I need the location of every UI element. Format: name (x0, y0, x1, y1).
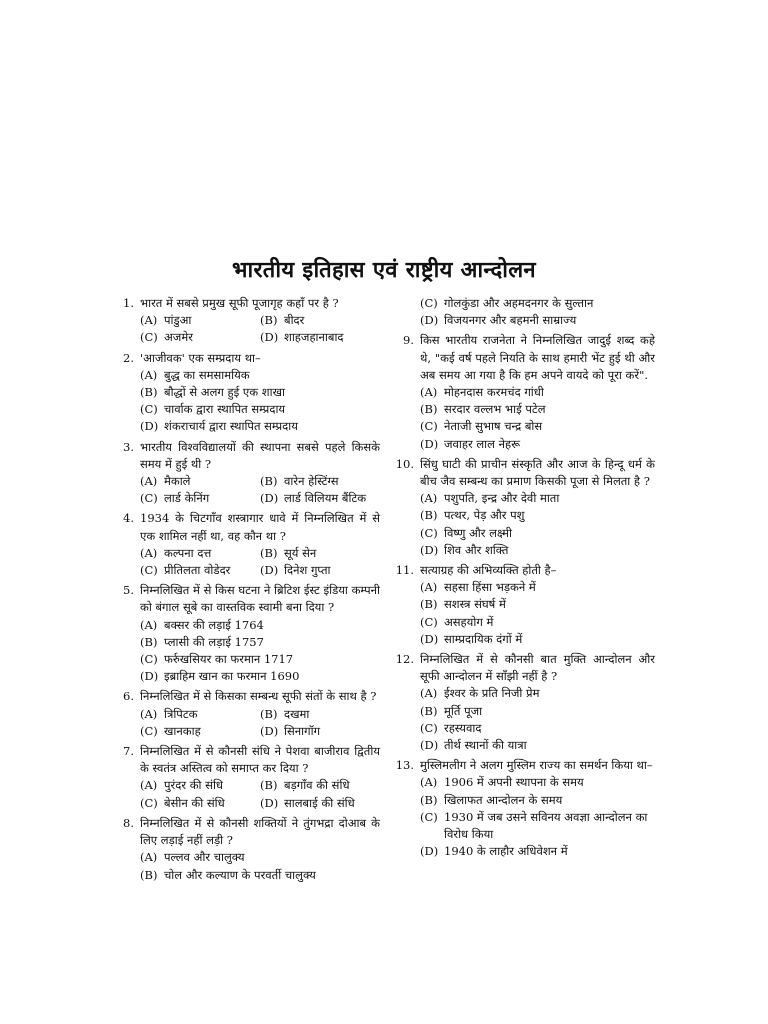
question-stem (112, 743, 380, 777)
option-letter: (B) (420, 402, 438, 417)
option-text: गोलकुंडा और अहमदनगर के सुल्तान (444, 296, 594, 310)
option-text: दिनेश गुप्ता (284, 563, 331, 578)
option-letter: (A) (140, 367, 158, 382)
question-1 (112, 295, 380, 347)
option-letter: (C) (140, 402, 158, 417)
question-text: निम्नलिखित में से किसका सम्बन्ध सूफी संतों के साथ है ? (140, 689, 377, 704)
option-text: नेताजी सुभाष चन्द्र बोस (444, 419, 543, 434)
answer-option (420, 685, 655, 702)
answer-option (140, 384, 380, 401)
options-row (140, 795, 380, 812)
question-10 (392, 456, 655, 559)
answer-option (140, 562, 260, 579)
answer-option (140, 634, 380, 651)
question-number: 12. (395, 652, 414, 667)
option-letter: (B) (420, 508, 438, 523)
question-5 (112, 582, 380, 685)
option-letter: (C) (420, 720, 438, 735)
option-text: सरदार वल्लभ भाई पटेल (444, 402, 546, 417)
option-letter: (A) (140, 474, 158, 489)
options-list (392, 774, 655, 860)
answer-option (140, 329, 260, 346)
option-text: तीर्थ स्थानों की यात्रा (444, 738, 527, 753)
option-text: 1930 में जब उसने सविनय अवज्ञा आन्दोलन का विरोध किया (444, 809, 648, 842)
answer-option (260, 706, 380, 723)
right-column (392, 295, 655, 864)
question-text: भारत में सबसे प्रमुख सूफी पूजागृह कहाँ पर है ? (140, 296, 339, 310)
option-letter: (C) (420, 419, 438, 434)
question-text: निम्नलिखित में से कौनसी बात मुक्ति आन्दोलन और सूफी आन्दोलन में साँझी नहीं है ? (420, 652, 655, 684)
question-number: 6. (123, 689, 134, 704)
question-stem (392, 332, 655, 384)
options-list (112, 706, 380, 740)
question-12 (392, 651, 655, 754)
option-letter: (D) (260, 795, 279, 810)
question-number: 8. (123, 815, 134, 830)
answer-option (420, 490, 655, 507)
answer-option (260, 795, 380, 812)
options-list (392, 685, 655, 754)
question-number: 13. (395, 758, 414, 773)
option-letter: (B) (260, 778, 278, 793)
option-letter: (A) (420, 385, 438, 400)
option-text: सहसा हिंसा भड़कने में (444, 580, 536, 595)
option-letter: (B) (140, 867, 158, 882)
option-text: दखमा (284, 706, 310, 721)
option-text: पांडुआ (164, 313, 192, 328)
option-text: लार्ड केनिंग (164, 491, 210, 506)
answer-option (140, 777, 260, 794)
answer-option (140, 473, 260, 490)
option-text: साम्प्रदायिक दंगों में (444, 631, 523, 646)
question-text: सत्याग्रह की अभिव्यक्ति होती है– (420, 563, 557, 578)
answer-option (140, 490, 260, 507)
option-letter: (D) (420, 542, 439, 557)
question-8 (112, 815, 380, 884)
option-text: मोहनदास करमचंद गांधी (444, 385, 544, 400)
question-number: 3. (123, 439, 134, 454)
answer-option (420, 809, 655, 843)
question-number: 11. (395, 563, 414, 578)
question-number: 9. (403, 333, 414, 348)
question-7 (112, 743, 380, 812)
option-letter: (B) (260, 313, 278, 328)
options-list (112, 849, 380, 883)
answer-option (420, 542, 655, 559)
answer-option (140, 617, 380, 634)
answer-option (420, 614, 655, 631)
question-text: भारतीय विश्वविद्यालयों की स्थापना सबसे पहले किसके समय में हुई थी ? (140, 439, 380, 471)
options-list (392, 490, 655, 559)
question-stem (392, 456, 655, 490)
question-number: 4. (123, 511, 134, 526)
answer-option (420, 703, 655, 720)
answer-option (420, 579, 655, 596)
options-row (140, 562, 380, 579)
question-11 (392, 562, 655, 648)
answer-option (140, 401, 380, 418)
answer-option (260, 312, 380, 329)
answer-option (140, 545, 260, 562)
question-stem (112, 439, 380, 473)
answer-option (140, 849, 380, 866)
option-letter: (D) (260, 723, 279, 738)
option-letter: (B) (420, 792, 438, 807)
option-text: अजमेर (164, 330, 193, 345)
question-text: 'आजीवक' एक सम्प्रदाय था– (140, 350, 261, 365)
option-letter: (A) (420, 580, 438, 595)
option-letter: (A) (420, 686, 438, 701)
answer-option (420, 737, 655, 754)
option-letter: (A) (140, 850, 158, 865)
question-2 (112, 350, 380, 436)
option-text: मैकाले (164, 474, 191, 489)
option-text: त्रिपिटक (164, 706, 198, 721)
question-number: 5. (123, 583, 134, 598)
option-letter: (B) (260, 706, 278, 721)
question-stem (392, 757, 655, 774)
answer-option (140, 668, 380, 685)
option-letter: (C) (140, 652, 158, 667)
answer-option (260, 723, 380, 740)
answer-option (260, 777, 380, 794)
option-text: असहयोग में (444, 614, 494, 629)
answer-option (140, 867, 380, 884)
option-letter: (D) (420, 844, 439, 859)
options-list (112, 367, 380, 436)
option-letter: (B) (420, 703, 438, 718)
option-text: पत्थर, पेड़ और पशु (444, 508, 525, 523)
answer-option (260, 329, 380, 346)
options-row (140, 473, 380, 490)
option-letter: (D) (260, 491, 279, 506)
option-text: सालबाई की संधि (284, 795, 355, 810)
option-text: खिलाफत आन्दोलन के समय (444, 792, 563, 807)
option-letter: (A) (420, 775, 438, 790)
option-letter: (C) (420, 614, 438, 629)
answer-option (420, 774, 655, 791)
options-row (140, 545, 380, 562)
question-stem (112, 688, 380, 705)
option-text: ईश्वर के प्रति निजी प्रेम (444, 686, 540, 701)
question-stem (112, 582, 380, 616)
option-text: वारेन हेस्टिंग्स (284, 474, 339, 489)
answer-option (140, 418, 380, 435)
option-text: इब्राहिम खान का फरमान 1690 (164, 669, 300, 684)
option-letter: (C) (140, 491, 158, 506)
option-text: शिव और शक्ति (444, 542, 509, 557)
answer-option (260, 473, 380, 490)
option-letter: (D) (260, 330, 279, 345)
option-letter: (A) (420, 491, 438, 506)
options-list (392, 384, 655, 453)
option-text: बेसीन की संधि (164, 795, 225, 810)
option-text: चोल और कल्याण के परवर्ती चालुक्य (164, 867, 316, 882)
option-letter: (A) (140, 617, 158, 632)
option-text: पल्लव और चालुक्य (164, 850, 245, 865)
option-text: प्लासी की लड़ाई 1757 (164, 634, 264, 649)
question-9 (392, 332, 655, 452)
question-number: 1. (123, 296, 134, 310)
option-text: फर्रुखसियर का फरमान 1717 (164, 652, 294, 667)
option-letter: (A) (140, 706, 158, 721)
question-text: निम्नलिखित में से कौनसी शक्तियों ने तुंगभद्रा दोआब के लिए लड़ाई नहीं लड़ी ? (140, 815, 380, 848)
question-text: निम्नलिखित में से किस घटना ने ब्रिटिश ईस्ट इंडिया कम्पनी को बंगाल सूबे का वास्तविक स्वामी बना दिया ? (140, 583, 380, 615)
options-row (140, 329, 380, 346)
option-text: जवाहर लाल नेहरू (444, 436, 521, 451)
question-number: 2. (123, 350, 134, 365)
options-list (392, 579, 655, 648)
option-text: सिनागॉग (284, 723, 321, 738)
answer-option (420, 596, 655, 613)
options-list (112, 312, 380, 346)
question-number: 7. (123, 744, 134, 759)
option-text: बक्सर की लड़ाई 1764 (164, 617, 264, 632)
answer-option (140, 312, 260, 329)
options-row (140, 777, 380, 794)
option-letter: (C) (140, 563, 158, 578)
option-letter: (C) (140, 723, 158, 738)
question-text: निम्नलिखित में से कौनसी संधि ने पेशवा बाजीराव द्वितीय के स्वतंत्र अस्तित्व को समाप्त कर दिया ? (140, 744, 380, 776)
option-text: विजयनगर और बहमनी साम्राज्य (444, 313, 577, 328)
option-text: रहस्यवाद (444, 720, 482, 735)
question-stem (392, 562, 655, 579)
options-row (140, 312, 380, 329)
option-text: शंकराचार्य द्वारा स्थापित सम्प्रदाय (164, 419, 298, 434)
answer-option (420, 525, 655, 542)
page-title: भारतीय इतिहास एवं राष्ट्रीय आन्दोलन (232, 257, 536, 283)
answer-option (140, 367, 380, 384)
option-letter: (C) (140, 795, 158, 810)
option-letter: (C) (140, 330, 158, 345)
question-stem (112, 295, 380, 312)
question-text: मुस्लिमलीग ने अलग मुस्लिम राज्य का समर्थन किया था– (420, 758, 653, 773)
option-letter: (B) (420, 597, 438, 612)
question-8-continuation (392, 295, 655, 329)
option-text: पशुपति, इन्द्र और देवी माता (444, 491, 560, 506)
option-text: बड़गाँव की संधि (284, 778, 350, 793)
option-text: बुद्ध का समसामयिक (164, 367, 250, 382)
options-row (140, 706, 380, 723)
answer-option (140, 651, 380, 668)
answer-option (420, 401, 655, 418)
option-letter: (D) (140, 419, 159, 434)
answer-option (420, 384, 655, 401)
option-text: कल्पना दत्त (164, 545, 212, 560)
question-number: 10. (395, 456, 414, 471)
question-stem (112, 510, 380, 544)
option-letter: (B) (140, 385, 158, 400)
option-text: चार्वाक द्वारा स्थापित सम्प्रदाय (164, 402, 286, 417)
question-13 (392, 757, 655, 860)
option-text: 1906 में अपनी स्थापना के समय (444, 775, 584, 790)
answer-option (420, 312, 655, 329)
option-letter: (B) (260, 474, 278, 489)
answer-option (140, 706, 260, 723)
answer-option (260, 545, 380, 562)
option-letter: (D) (420, 436, 439, 451)
options-list (112, 777, 380, 811)
option-text: शाहजहानाबाद (284, 330, 344, 345)
option-letter: (B) (140, 634, 158, 649)
answer-option (420, 295, 655, 312)
question-text: सिंधु घाटी की प्राचीन संस्कृति और आज के हिन्दू धर्म के बीच जैव सम्बन्ध का प्रमाण किसकी पूजा से मिलता है ? (420, 456, 655, 489)
option-text: 1940 के लाहौर अधिवेशन में (444, 844, 568, 859)
question-stem (112, 815, 380, 849)
option-letter: (D) (260, 563, 279, 578)
option-text: लार्ड विलियम बैंटिक (284, 491, 367, 506)
option-text: प्रीतिलता वोडेदर (164, 563, 231, 578)
options-list (112, 473, 380, 507)
option-text: पुरंदर की संधि (164, 778, 223, 793)
option-text: बीदर (284, 313, 305, 328)
options-list (112, 545, 380, 579)
option-letter: (A) (140, 778, 158, 793)
option-letter: (C) (420, 809, 438, 824)
question-stem (112, 350, 380, 367)
option-letter: (A) (140, 545, 158, 560)
answer-option (420, 418, 655, 435)
answer-option (420, 720, 655, 737)
option-letter: (C) (420, 525, 438, 540)
answer-option (420, 436, 655, 453)
option-letter: (D) (420, 738, 439, 753)
options-row (140, 490, 380, 507)
question-text: 1934 के चिटगाँव शस्त्रागार धावे में निम्नलिखित में से एक शामिल नहीं था, वह कौन था ? (140, 511, 380, 543)
question-3 (112, 439, 380, 508)
answer-option (140, 795, 260, 812)
answer-option (420, 843, 655, 860)
option-text: विष्णु और लक्ष्मी (444, 525, 512, 540)
option-text: सूर्य सेन (284, 545, 317, 560)
option-letter: (C) (420, 296, 438, 310)
option-text: सशस्त्र संघर्ष में (444, 597, 506, 612)
option-letter: (D) (420, 313, 439, 328)
option-letter: (D) (140, 669, 159, 684)
answer-option (260, 490, 380, 507)
answer-option (140, 723, 260, 740)
question-text: किस भारतीय राजनेता ने निम्नलिखित जादुई शब्द कहे थे, "कई वर्ष पहले नियति के साथ हमारी भेंट हुई थी और अब समय आ गया है कि हम अपने वायदे को पूरा करें". (420, 333, 655, 382)
answer-option (420, 631, 655, 648)
option-text: खानकाह (164, 723, 201, 738)
answer-option (260, 562, 380, 579)
options-row (140, 723, 380, 740)
option-text: बौद्धों से अलग हुई एक शाखा (164, 385, 285, 400)
answer-option (420, 792, 655, 809)
question-6 (112, 688, 380, 740)
options-list (112, 617, 380, 686)
question-4 (112, 510, 380, 579)
option-letter: (D) (420, 631, 439, 646)
option-letter: (B) (260, 545, 278, 560)
left-column (112, 295, 380, 887)
question-stem (392, 651, 655, 685)
option-letter: (A) (140, 313, 158, 328)
option-text: मूर्ति पूजा (444, 703, 483, 718)
answer-option (420, 507, 655, 524)
